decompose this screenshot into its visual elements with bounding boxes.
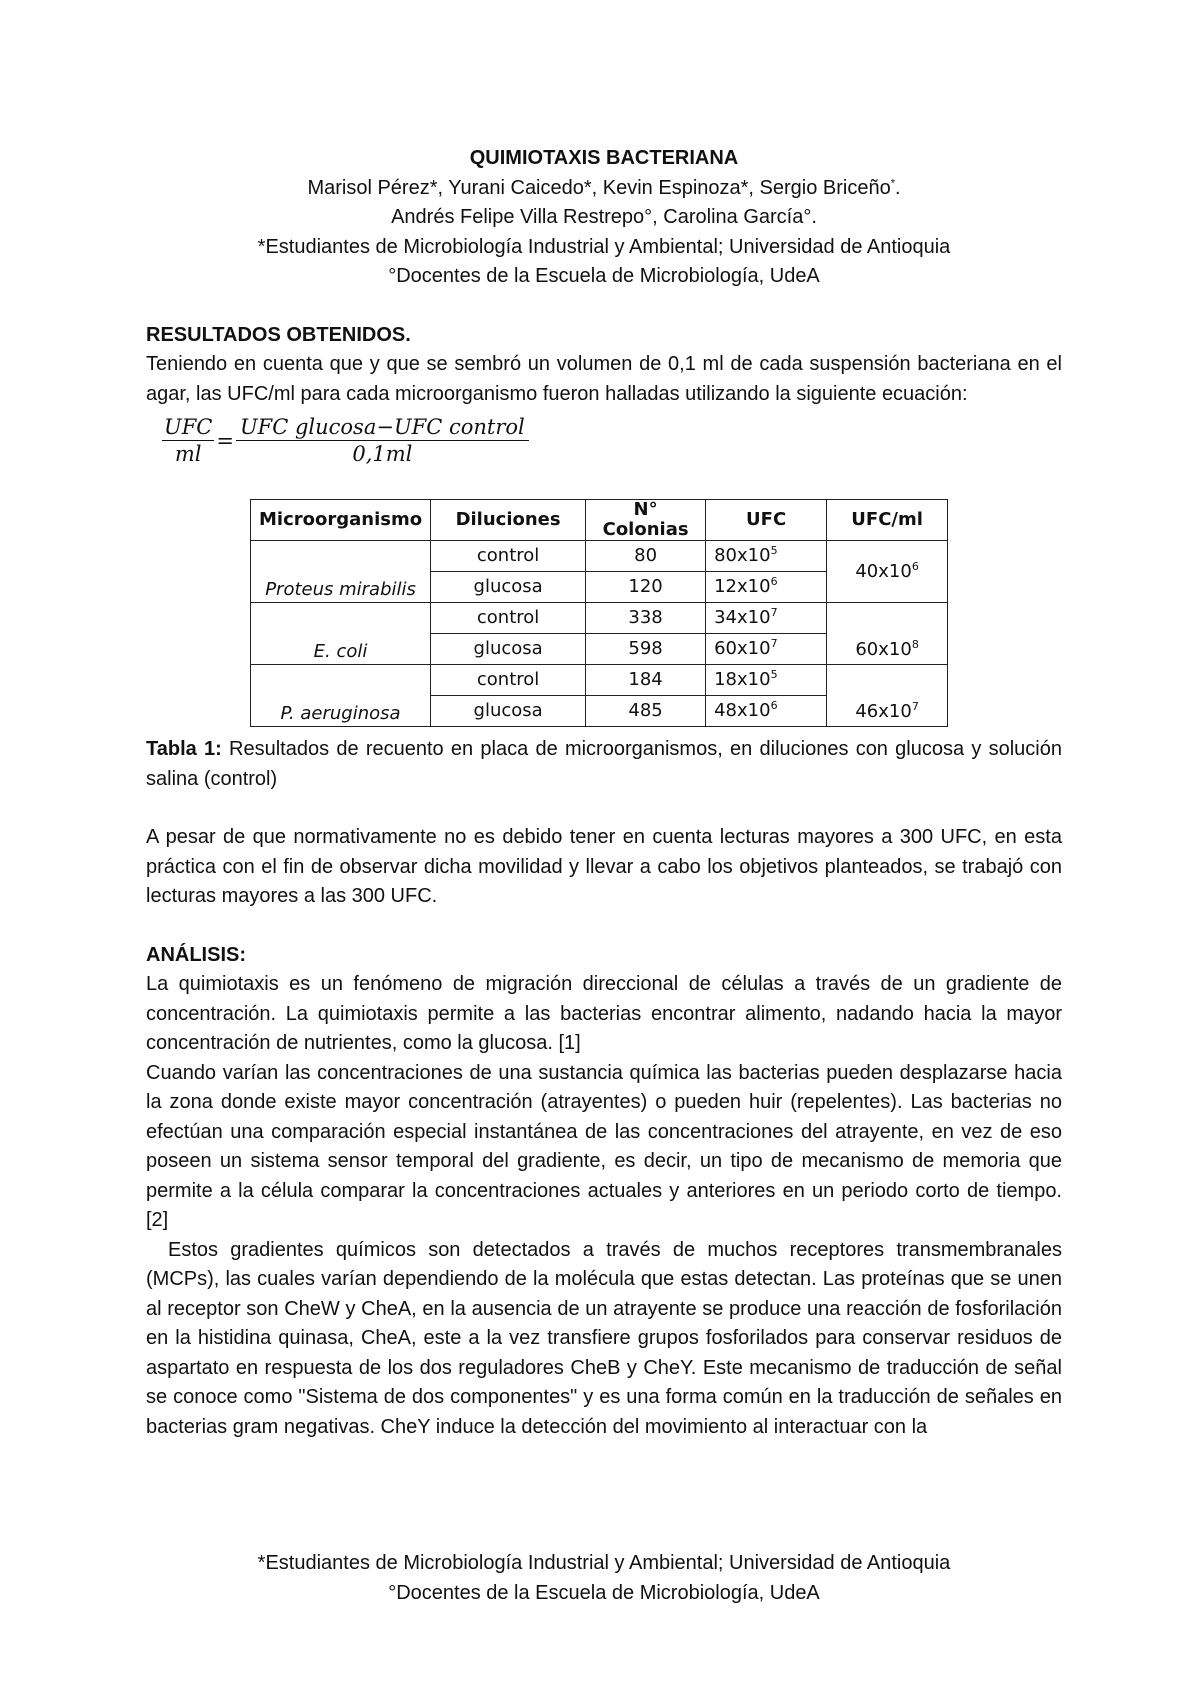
ufc-base: 80x10: [714, 545, 771, 566]
colonies-cell: 598: [586, 634, 706, 665]
ufc-exponent: 7: [770, 637, 778, 650]
ufc-ml-base: 40x10: [855, 560, 912, 582]
results-note: A pesar de que normativamente no es debido tener en cuenta lecturas mayores a 300 UFC, en esta práctica con el fin de observar dicha movilidad y llevar a cabo los objetivos planteados, se trabajó con lecturas mayores a las 300 UFC.: [146, 826, 1062, 907]
colonies-cell: 184: [586, 665, 706, 696]
ufc-ml-exponent: 7: [911, 700, 919, 713]
ufc-ml-cell: [827, 541, 948, 603]
authors-line-2: Andrés Felipe Villa Restrepo°, Carolina García°.: [391, 206, 817, 228]
caption-text: Resultados de recuento en placa de microorganismos, en diluciones con glucosa y solución salina (control): [146, 738, 1062, 790]
authors-end: .: [895, 176, 901, 199]
caption-label: Tabla 1:: [146, 738, 222, 760]
colonies-cell: 338: [586, 603, 706, 634]
dilution-cell: glucosa: [431, 696, 586, 727]
ufc-base: 18x10: [714, 669, 771, 690]
colonies-cell: 80: [586, 541, 706, 572]
equation-rhs: [236, 414, 529, 467]
header-diluciones: Diluciones: [431, 500, 586, 541]
results-table-wrapper: [250, 499, 1062, 727]
dilution-cell: glucosa: [431, 634, 586, 665]
colonies-cell: 120: [586, 572, 706, 603]
analysis-paragraph-2: Cuando varían las concentraciones de una sustancia química las bacterias pueden desplazarse hacia la zona donde existe mayor concentración (atrayentes) o pueden huir (repelentes). Las bacterias no efectúan una comparación especial instantánea de las concentraciones del atrayente, en vez de eso poseen un sistema sensor temporal del gradiente, es decir, un tipo de mecanismo de memoria que permite a la célula comparar la concentraciones actuales y anteriores en un periodo corto de tiempo. [2]: [146, 1061, 1062, 1231]
ufc-exponent: 5: [770, 668, 778, 681]
affiliation-students: *Estudiantes de Microbiología Industrial y Ambiental; Universidad de Antioquia: [257, 235, 951, 258]
ufc-base: 60x10: [714, 638, 771, 659]
ufc-ml-cell: [827, 665, 948, 727]
header-ufc-ml: UFC/ml: [827, 500, 948, 541]
ufc-cell: [706, 541, 827, 572]
ufc-exponent: 6: [770, 699, 778, 712]
header-microorganismo: Microorganismo: [251, 500, 431, 541]
organism-cell: E. coli: [251, 603, 431, 665]
ufc-ml-base: 46x10: [855, 701, 912, 722]
ufc-cell: [706, 696, 827, 727]
ufc-ml-exponent: 6: [911, 559, 919, 573]
ufc-exponent: 7: [770, 606, 778, 619]
ufc-ml-base: 60x10: [855, 639, 912, 660]
dilution-cell: control: [431, 541, 586, 572]
results-table: [250, 499, 948, 727]
ufc-base: 34x10: [714, 607, 771, 628]
equation-equals: =: [216, 429, 234, 453]
header-ufc: UFC: [706, 500, 827, 541]
table-row: [251, 603, 948, 634]
document-title: QUIMIOTAXIS BACTERIANA: [469, 147, 739, 169]
dilution-cell: glucosa: [431, 572, 586, 603]
dilution-cell: control: [431, 665, 586, 696]
equation-lhs-numerator: UFC: [164, 414, 213, 439]
analysis-heading: ANÁLISIS:: [146, 943, 246, 966]
ufc-base: 12x10: [714, 576, 771, 597]
ufc-base: 48x10: [714, 700, 771, 721]
ufc-equation: [162, 411, 1062, 469]
equation-lhs: [162, 414, 214, 467]
ufc-ml-cell: [827, 603, 948, 665]
table-row: [251, 541, 948, 572]
author-mark: *: [890, 176, 895, 189]
equation-rhs-denominator: 0,1ml: [352, 441, 413, 466]
colonies-cell: 485: [586, 696, 706, 727]
table-row: [251, 665, 948, 696]
ufc-cell: [706, 665, 827, 696]
equation-rhs-numerator: UFC glucosa−UFC control: [236, 414, 529, 441]
equation-lhs-denominator: ml: [174, 441, 202, 466]
ufc-cell: [706, 572, 827, 603]
results-intro: Teniendo en cuenta que y que se sembró un volumen de 0,1 ml de cada suspensión bacteriana en el agar, las UFC/ml para cada microorganismo fueron halladas utilizando la siguiente ecuación:: [146, 353, 1062, 405]
ufc-exponent: 5: [770, 544, 778, 557]
analysis-paragraph-3: Estos gradientes químicos son detectados a través de muchos receptores transmembranales (MCPs), las cuales varían dependiendo de la molécula que estas detectan. Las proteínas que se unen al receptor son CheW y CheA, en la ausencia de un atrayente se produce una reacción de fosforilación en la histidina quinasa, CheA, este a la vez transfiere grupos fosforilados para conservar residuos de aspartato en respuesta de los dos reguladores CheB y CheY. Este mecanismo de traducción de señal se conoce como "Sistema de dos componentes" y es una forma común en la traducción de señales en bacterias gram negativas. CheY induce la detección del movimiento al interactuar con la: [146, 1238, 1062, 1438]
ufc-cell: [706, 603, 827, 634]
organism-cell: Proteus mirabilis: [251, 541, 431, 603]
table-caption: [146, 735, 1062, 794]
page-footer: [146, 1549, 1062, 1608]
results-heading: RESULTADOS OBTENIDOS.: [146, 323, 411, 346]
affiliation-teachers: °Docentes de la Escuela de Microbiología, UdeA: [388, 265, 820, 287]
ufc-cell: [706, 634, 827, 665]
analysis-paragraph-1: La quimiotaxis es un fenómeno de migración direccional de células a través de un gradiente de concentración. La quimiotaxis permite a las bacterias encontrar alimento, nadando hacia la mayor concentración de nutrientes, como la glucosa. [1]: [146, 973, 1062, 1054]
organism-cell: P. aeruginosa: [251, 665, 431, 727]
authors-names: Marisol Pérez*, Yurani Caicedo*, Kevin Espinoza*, Sergio Briceño: [307, 176, 891, 199]
ufc-exponent: 6: [770, 575, 778, 588]
footer-affiliation-teachers: °Docentes de la Escuela de Microbiología, UdeA: [388, 1581, 820, 1604]
footer-affiliation-students: *Estudiantes de Microbiología Industrial y Ambiental; Universidad de Antioquia: [257, 1552, 951, 1574]
header-colonias: N° Colonias: [586, 500, 706, 541]
table-header-row: [251, 500, 948, 541]
page-content: [146, 144, 1062, 1442]
dilution-cell: control: [431, 603, 586, 634]
authors-line-1: [146, 174, 1062, 204]
ufc-ml-exponent: 8: [911, 638, 919, 651]
